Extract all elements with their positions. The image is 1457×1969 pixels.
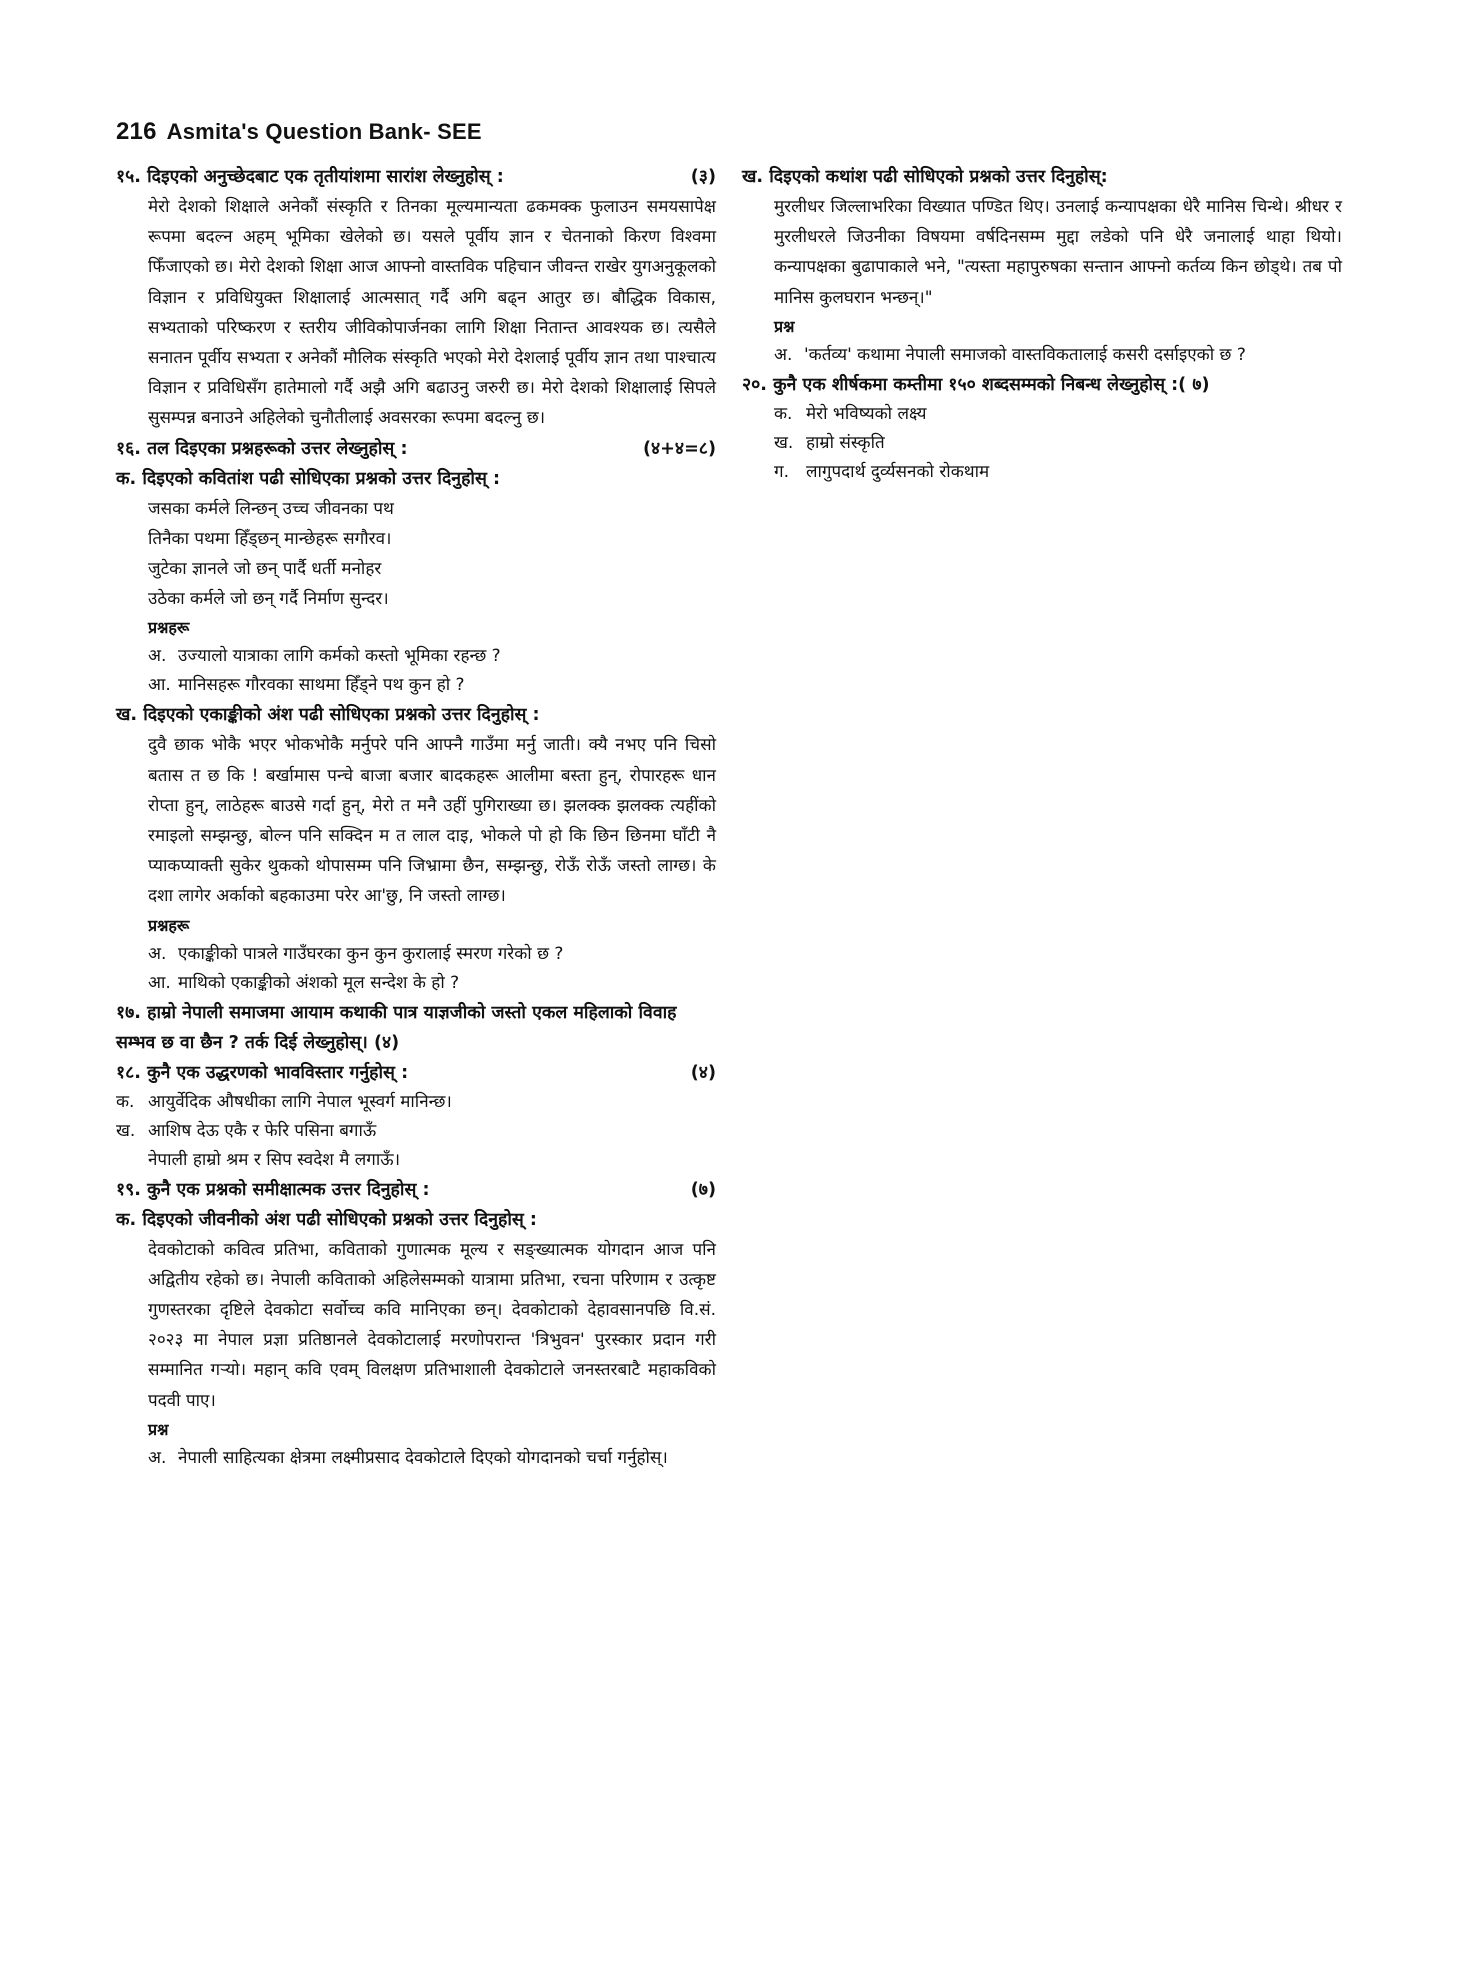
question-19-heading — [116, 1175, 716, 1205]
question-18-option-kha-line-2 — [116, 1146, 716, 1175]
question-text: उज्यालो यात्राका लागि कर्मको कस्तो भूमिका रहन्छ ? — [178, 646, 501, 667]
question-marker: अ. — [148, 646, 167, 667]
question-16-kha-passage: दुवै छाक भोकै भएर भोकभोकै मर्नुपरे पनि आफ्नै गाउँमा मर्नु जाती। क्यै नभए पनि चिसो बतास त छ कि ! बर्खामास पन्चे बाजा बजार बादकहरू आलीमा बस्ता हुन्, रोपारहरू धान रोप्ता हुन्, लाठेहरू बाउसे गर्दा हुन्, मेरो त मनै उहीं पुगिराख्या छ। झलक्क झलक्क त्यहींको रमाइलो सम्झन्छु, बोल्न पनि सक्दिन म त लाल दाइ, भोकले पो हो कि छिन छिनमा घाँटी नै प्याकप्याक्ती सुकेर थुकको थोपासम्म पनि जिभ्रामा छैन, सम्झन्छु, रोऊँ रोऊँ जस्तो लाग्छ। के दशा लागेर अर्काको बहकाउमा परेर आ'छु, नि जस्तो लाग्छ। — [148, 735, 716, 907]
option-marker: ग. — [774, 461, 789, 482]
option-text: लागुपदार्थ दुर्व्यसनको रोकथाम — [806, 461, 990, 482]
question-15-passage: मेरो देशको शिक्षाले अनेकौं संस्कृति र तिनका मूल्यमान्यता ढकमक्क फुलाउन समयसापेक्ष रूपमा बदल्न अहम् भूमिका खेलेको छ। यसले पूर्वीय ज्ञान र चेतनाको किरण विश्वमा फिँजाएको छ। मेरो देशको शिक्षा आज आफ्नो वास्तविक पहिचान जीवन्त राखेर युगअनुकूलको विज्ञान र प्रविधियुक्त शिक्षालाई आत्मसात् गर्दै अगि बढ्न आतुर छ। बौद्धिक विकास, सभ्यताको परिष्करण र स्तरीय जीविकोपार्जनका लागि शिक्षा नितान्त आवश्यक छ। त्यसैले सनातन पूर्वीय सभ्यता र अनेकौं मौलिक संस्कृति भएको मेरो देशलाई पूर्वीय ज्ञान तथा पाश्चात्य विज्ञान र प्रविधिसँग हातेमालो गर्दै अझै अगि बढाउनु जरुरी छ। मेरो देशको शिक्षालाई सिपले सुसम्पन्न बनाउने अहिलेको चुनौतीलाई अवसरका रूपमा बदल्नु छ। — [148, 197, 716, 429]
question-16-kha-question-aa — [116, 969, 716, 998]
question-18-option-kha — [116, 1117, 716, 1146]
option-text: मेरो भविष्यको लक्ष्य — [806, 403, 927, 424]
option-marker: ख. — [774, 432, 794, 453]
option-text: आयुर्वेदिक औषधीका लागि नेपाल भूस्वर्ग मानिन्छ। — [148, 1091, 452, 1112]
poem-line: जसका कर्मले लिन्छन् उच्च जीवनका पथ — [148, 498, 394, 519]
left-column — [116, 162, 716, 1473]
option-marker: क. — [116, 1091, 135, 1112]
question-16-marks: (४+४=८) — [642, 438, 716, 459]
question-16-ka-question-a — [116, 642, 716, 671]
question-20-option-ka — [742, 400, 1342, 429]
question-text: 'कर्तव्य' कथामा नेपाली समाजको वास्तविकतालाई कसरी दर्साइएको छ ? — [804, 344, 1246, 365]
question-20-option-kha — [742, 429, 1342, 458]
question-16-ka-questions-label: प्रश्नहरू — [148, 618, 190, 638]
question-16-heading — [116, 434, 716, 464]
question-16-label: १६. तल दिइएका प्रश्नहरूको उत्तर लेख्नुहोस् : — [116, 438, 408, 459]
question-16-kha-label: ख. दिइएको एकाङ्कीको अंश पढी सोधिएका प्रश्नको उत्तर दिनुहोस् : — [116, 705, 540, 726]
question-marker: आ. — [148, 675, 171, 696]
question-16-ka-poem — [116, 494, 716, 615]
question-text: एकाङ्कीको पात्रले गाउँघरका कुन कुन कुरालाई स्मरण गरेको छ ? — [178, 943, 564, 964]
option-text: नेपाली हाम्रो श्रम र सिप स्वदेश मै लगाऊँ। — [148, 1149, 401, 1170]
question-marker: अ. — [148, 943, 167, 964]
question-19-label: १९. कुनै एक प्रश्नको समीक्षात्मक उत्तर दिनुहोस् : — [116, 1179, 430, 1200]
question-text: मानिसहरू गौरवका साथमा हिँड्ने पथ कुन हो ? — [178, 675, 465, 696]
question-19-ka-question-a — [116, 1444, 716, 1473]
question-15-heading — [116, 162, 716, 192]
question-marker: अ. — [148, 1447, 167, 1468]
question-marker: आ. — [148, 972, 171, 993]
question-16-kha-questions-label: प्रश्नहरू — [148, 915, 190, 935]
question-20-heading: २०. कुनै एक शीर्षकमा कम्तीमा १५० शब्दसम्मको निबन्ध लेख्नुहोस् :( ७) — [742, 374, 1210, 395]
question-19-ka-questions-label: प्रश्न — [148, 1419, 169, 1439]
option-marker: ख. — [116, 1120, 136, 1141]
question-marker: अ. — [774, 344, 793, 365]
question-17-heading: १७. हाम्रो नेपाली समाजमा आयाम कथाकी पात्र याज्ञजीको जस्तो एकल महिलाको विवाह सम्भव छ वा छैन ? तर्क दिई लेख्नुहोस्। (४) — [116, 1002, 677, 1053]
poem-line: उठेका कर्मले जो छन् गर्दै निर्माण सुन्दर। — [148, 589, 389, 610]
question-15-label: १५. दिइएको अनुच्छेदबाट एक तृतीयांशमा सारांश लेख्नुहोस् : — [116, 167, 504, 187]
poem-line: तिनैका पथमा हिँड्छन् मान्छेहरू सगौरव। — [148, 528, 392, 549]
question-text: माथिको एकाङ्कीको अंशको मूल सन्देश के हो ? — [178, 972, 460, 993]
question-20-option-ga — [742, 458, 1342, 487]
question-18-heading — [116, 1058, 716, 1088]
question-19-ka-passage: देवकोटाको कवित्व प्रतिभा, कविताको गुणात्मक मूल्य र सङ्ख्यात्मक योगदान आज पनि अद्वितीय रहेको छ। नेपाली कविताको अहिलेसम्मको यात्रामा प्रतिभा, रचना परिणाम र उत्कृष्ट गुणस्तरका दृष्टिले देवकोटा सर्वोच्च कवि मानिएका छन्। देवकोटाको देहावसानपछि वि.सं. २०२३ मा नेपाल प्रज्ञा प्रतिष्ठानले देवकोटालाई मरणोपरान्त 'त्रिभुवन' पुरस्कार प्रदान गरी सम्मानित गऱ्यो। महान् कवि एवम् विलक्षण प्रतिभाशाली देवकोटाले जनस्तरबाटै महाकविको पदवी पाए। — [148, 1239, 716, 1411]
kha-story-question-a — [742, 341, 1342, 370]
question-16-kha-question-a — [116, 940, 716, 969]
question-16-ka-label: क. दिइएको कवितांश पढी सोधिएका प्रश्नको उत्तर दिनुहोस् : — [116, 468, 501, 489]
kha-story-label: ख. दिइएको कथांश पढी सोधिएको प्रश्नको उत्तर दिनुहोस्: — [742, 167, 1108, 187]
question-18-marks: (४) — [690, 1062, 716, 1083]
option-text: हाम्रो संस्कृति — [806, 432, 885, 453]
question-text: नेपाली साहित्यका क्षेत्रमा लक्ष्मीप्रसाद देवकोटाले दिएको योगदानको चर्चा गर्नुहोस्। — [178, 1447, 668, 1468]
right-column — [742, 162, 1342, 487]
question-15-marks: (३) — [690, 167, 716, 187]
option-text: आशिष देऊ एकै र फेरि पसिना बगाऊँ — [148, 1120, 377, 1141]
book-title: Asmita's Question Bank- SEE — [166, 119, 482, 144]
question-16-ka-question-aa — [116, 671, 716, 700]
question-18-option-ka — [116, 1088, 716, 1117]
page-header — [116, 118, 482, 146]
question-19-ka-label: क. दिइएको जीवनीको अंश पढी सोधिएको प्रश्नको उत्तर दिनुहोस् : — [116, 1209, 537, 1230]
option-marker: क. — [774, 403, 793, 424]
kha-story-passage: मुरलीधर जिल्लाभरिका विख्यात पण्डित थिए। उनलाई कन्यापक्षका धेरै मानिस चिन्थे। श्रीधर र मुरलीधरले जिउनीका विषयमा वर्षदिनसम्म मुद्दा लडेको पनि धेरै जनालाई थाहा थियो। कन्यापक्षका बुढापाकाले भने, "त्यस्ता महापुरुषका सन्तान आफ्नो कर्तव्य किन छोड्थे। तब पो मानिस कुलघरान भन्छन्।" — [774, 197, 1342, 308]
question-19-marks: (७) — [690, 1179, 716, 1200]
poem-line: जुटेका ज्ञानले जो छन् पार्दै धर्ती मनोहर — [148, 559, 382, 580]
page-number: 216 — [116, 118, 157, 145]
question-18-label: १८. कुनै एक उद्धरणको भावविस्तार गर्नुहोस् : — [116, 1062, 409, 1083]
kha-story-questions-label: प्रश्न — [774, 316, 795, 336]
